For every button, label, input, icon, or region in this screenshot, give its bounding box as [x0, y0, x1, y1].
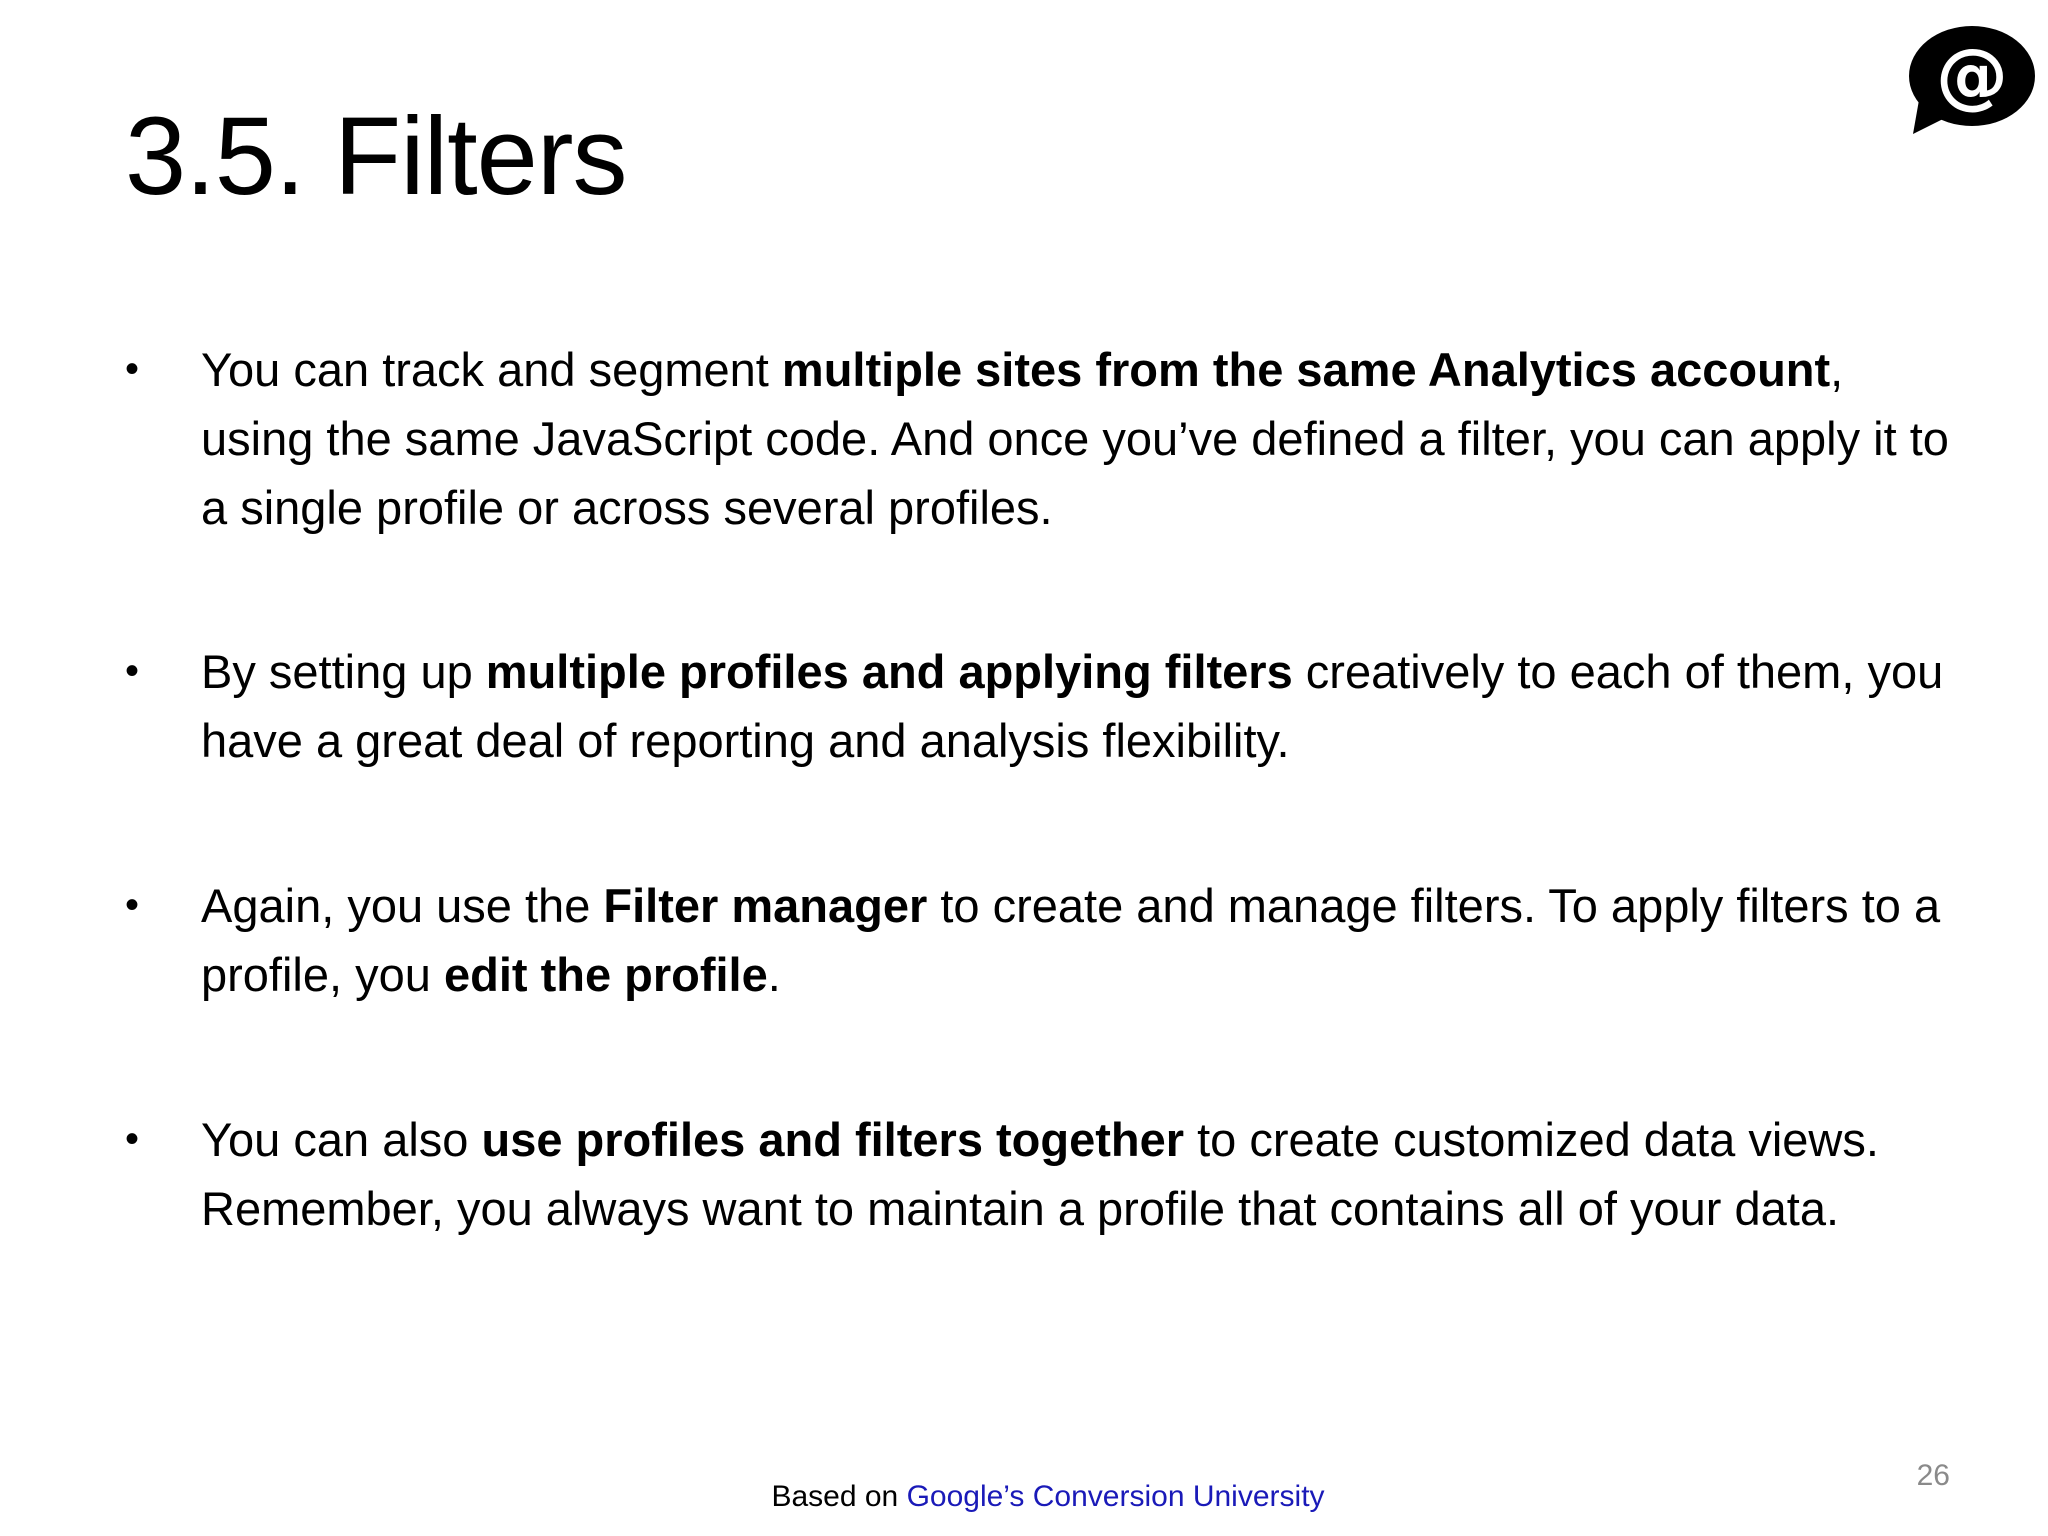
bullet-item: [125, 871, 1955, 1009]
bullet-marker: •: [125, 1117, 140, 1161]
bullet-text: You can also use profiles and filters together to create customized data views. Remember, you always want to maintain a profile that contains all of your data.: [201, 1113, 1879, 1235]
bullet-text: Again, you use the Filter manager to create and manage filters. To apply filters to a profile, you edit the profile.: [201, 879, 1941, 1001]
footer-prefix: Based on: [771, 1480, 907, 1513]
footer-credit: [0, 1477, 2048, 1517]
slide-title: 3.5. Filters: [125, 95, 627, 218]
bullet-marker: •: [125, 347, 140, 391]
bullet-marker: •: [125, 649, 140, 693]
bullet-list: [125, 335, 1955, 1338]
bullet-item: [125, 637, 1955, 775]
page-number: 26: [1916, 1459, 1950, 1492]
at-sign-speech-bubble-icon: [1905, 22, 2037, 138]
bullet-item: [125, 1105, 1955, 1243]
bullet-text: By setting up multiple profiles and applying filters creatively to each of them, you have a great deal of reporting and analysis flexibility.: [201, 645, 1944, 767]
source-link[interactable]: Google’s Conversion University: [906, 1480, 1325, 1513]
bullet-text: You can track and segment multiple sites from the same Analytics account, using the same JavaScript code. And once you’ve defined a filter, you can apply it to a single profile or across several profiles.: [201, 343, 1949, 534]
bullet-item: [125, 335, 1955, 542]
bullet-marker: •: [125, 883, 140, 927]
svg-text:@: @: [1936, 33, 2008, 117]
